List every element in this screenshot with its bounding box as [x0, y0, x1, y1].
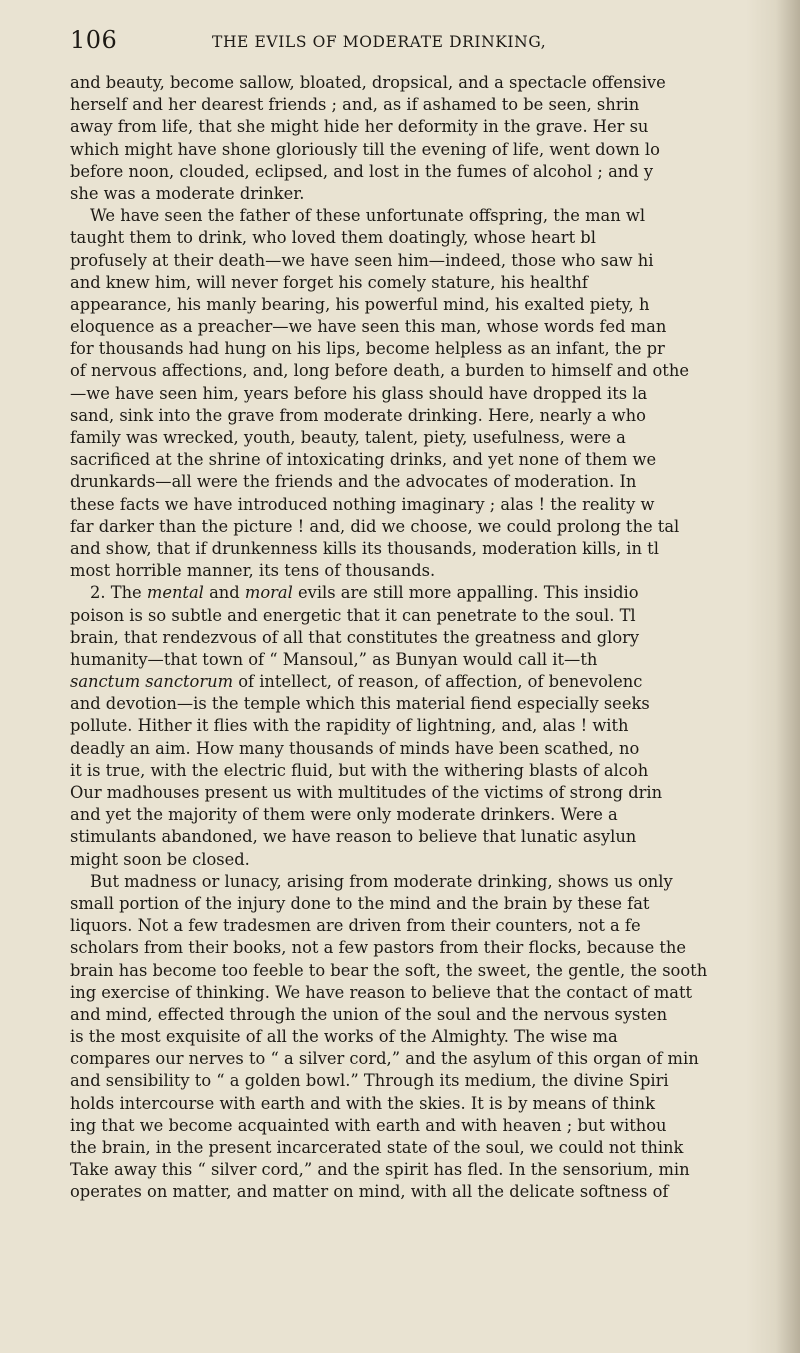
text-line: she was a moderate drinker.	[70, 183, 305, 203]
text-line: far darker than the picture ! and, did we choose, we could prolong the tal	[70, 516, 680, 536]
body-text	[70, 72, 780, 1342]
text-line: compares our nerves to “ a silver cord,” and the asylum of this organ of min	[70, 1049, 699, 1069]
text-line: herself and her dearest friends ; and, as if ashamed to be seen, shrin	[70, 95, 640, 115]
text-line: is the most exquisite of all the works of the Almighty. The wise ma	[70, 1027, 618, 1047]
text-line: drunkards—all were the friends and the advocates of moderation. In	[70, 472, 637, 492]
text-line: might soon be closed.	[70, 849, 250, 869]
text-line: deadly an aim. How many thousands of minds have been scathed, no	[70, 738, 640, 758]
text-line: sanctum sanctorum of intellect, of reason, of affection, of benevolenc	[70, 672, 643, 692]
text-line: and yet the majority of them were only moderate drinkers. Were a	[70, 805, 618, 825]
text-line: which might have shone gloriously till the evening of life, went down lo	[70, 139, 660, 159]
text-line: brain has become too feeble to bear the soft, the sweet, the gentle, the sooth	[70, 960, 708, 980]
text-line: Our madhouses present us with multitudes of the victims of strong drin	[70, 783, 663, 802]
text-line: holds intercourse with earth and with the skies. It is by means of think	[70, 1093, 655, 1113]
text-line: poison is so subtle and energetic that it can penetrate to the soul. Tl	[70, 605, 636, 625]
text-line: stimulants abandoned, we have reason to believe that lunatic asylun	[70, 827, 637, 847]
text-line: operates on matter, and matter on mind, with all the delicate softness of	[70, 1182, 669, 1202]
text-line: and show, that if drunkenness kills its thousands, moderation kills, in tl	[70, 538, 659, 558]
text-line: But madness or lunacy, arising from moderate drinking, shows us only	[90, 871, 673, 891]
text-line: humanity—that town of “ Mansoul,” as Bunyan would call it—th	[70, 649, 598, 669]
text-line: brain, that rendezvous of all that constitutes the greatness and glory	[70, 627, 640, 647]
text-line: and mind, effected through the union of the soul and the nervous systen	[70, 1004, 668, 1024]
text-line: taught them to drink, who loved them doatingly, whose heart bl	[70, 228, 596, 248]
text-line: ing that we become acquainted with earth and with heaven ; but withou	[70, 1115, 667, 1135]
text-line: pollute. Hither it flies with the rapidity of lightning, and, alas ! with	[70, 716, 629, 736]
text-line: eloquence as a preacher—we have seen this man, whose words fed man	[70, 317, 667, 337]
text-line: and beauty, become sallow, bloated, dropsical, and a spectacle offensive	[70, 73, 666, 92]
text-line: Take away this “ silver cord,” and the spirit has fled. In the sensorium, min	[70, 1160, 690, 1180]
text-line: sand, sink into the grave from moderate drinking. Here, nearly a who	[70, 405, 646, 425]
text-line: ing exercise of thinking. We have reason to believe that the contact of matt	[70, 982, 693, 1002]
text-line: before noon, clouded, eclipsed, and lost in the fumes of alcohol ; and y	[70, 161, 654, 181]
text-line: most horrible manner, its tens of thousands.	[70, 561, 436, 581]
text-line: We have seen the father of these unfortunate offspring, the man wl	[90, 206, 646, 226]
text-line: of nervous affections, and, long before death, a burden to himself and othe	[70, 361, 689, 381]
text-line: 2. The mental and moral evils are still more appalling. This insidio	[90, 583, 639, 603]
text-line: profusely at their death—we have seen him—indeed, those who saw hi	[70, 250, 654, 270]
text-line: the brain, in the present incarcerated state of the soul, we could not think	[70, 1138, 684, 1157]
text-line: appearance, his manly bearing, his powerful mind, his exalted piety, h	[70, 294, 650, 314]
text-line: liquors. Not a few tradesmen are driven from their counters, not a fe	[70, 916, 641, 936]
running-title: THE EVILS OF MODERATE DRINKING,	[212, 33, 547, 51]
text-line: small portion of the injury done to the mind and the brain by these fat	[70, 893, 650, 913]
text-line: scholars from their books, not a few pastors from their flocks, because the	[70, 938, 687, 958]
text-line: —we have seen him, years before his glass should have dropped its la	[70, 383, 648, 403]
page-header	[70, 26, 770, 56]
text-line: away from life, that she might hide her deformity in the grave. Her su	[70, 117, 649, 137]
text-line: family was wrecked, youth, beauty, talent, piety, usefulness, were a	[70, 428, 626, 447]
page-number: 106	[70, 26, 118, 54]
text-line: sacrificed at the shrine of intoxicating drinks, and yet none of them we	[70, 450, 657, 470]
text-line: it is true, with the electric fluid, but with the withering blasts of alcoh	[70, 760, 649, 780]
text-line: and knew him, will never forget his comely stature, his healthf	[70, 272, 588, 292]
text-line: these facts we have introduced nothing imaginary ; alas ! the reality w	[70, 494, 655, 514]
text-line: and devotion—is the temple which this material fiend especially seeks	[70, 694, 650, 714]
text-line: for thousands had hung on his lips, become helpless as an infant, the pr	[70, 339, 665, 359]
text-line: and sensibility to “ a golden bowl.” Through its medium, the divine Spiri	[70, 1071, 669, 1091]
